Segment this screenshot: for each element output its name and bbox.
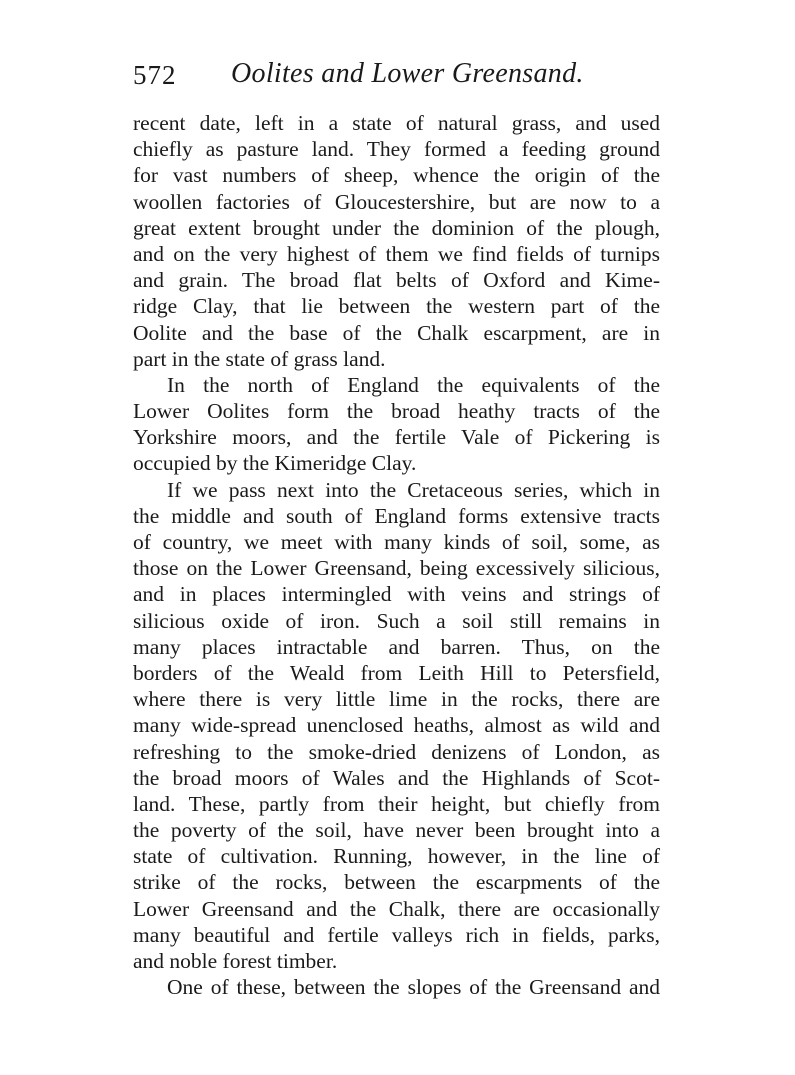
text-line: the poverty of the soil, have never been brought into a (133, 818, 660, 843)
text-line: of country, we meet with many kinds of soil, some, as (133, 530, 660, 554)
text-line: occupied by the Kimeridge Clay. (133, 451, 417, 476)
paragraph (133, 372, 660, 477)
text-line: great extent brought under the dominion of the plough, (133, 215, 660, 240)
text-line: chiefly as pasture land. They formed a feeding ground (133, 137, 660, 162)
text-line: and on the very highest of them we find fields of turnips (133, 241, 660, 266)
text-line: One of these, between the slopes of the Greensand and (167, 975, 660, 1000)
paragraph (133, 110, 660, 372)
text-line: woollen factories of Gloucestershire, but are now to a (133, 189, 660, 214)
text-line: recent date, left in a state of natural grass, and used (133, 111, 660, 135)
text-line: those on the Lower Greensand, being excessively silicious, (133, 556, 660, 581)
text-line: Lower Oolites form the broad heathy tracts of the (133, 399, 660, 424)
text-line: If we pass next into the Cretaceous series, which in (167, 477, 660, 502)
text-line: Lower Greensand and the Chalk, there are occasionally (133, 896, 660, 921)
book-page (133, 58, 660, 1000)
text-line: and grain. The broad flat belts of Oxford and Kime- (133, 268, 660, 293)
paragraph (133, 477, 660, 975)
page-number: 572 (133, 60, 177, 90)
body-text (133, 110, 660, 1000)
text-line: and in places intermingled with veins and strings of (133, 582, 660, 607)
text-line: Oolite and the base of the Chalk escarpment, are in (133, 320, 660, 345)
running-title: Oolites and Lower Greensand. (231, 58, 584, 89)
text-line: refreshing to the smoke-dried denizens of London, as (133, 739, 660, 764)
text-line: borders of the Weald from Leith Hill to Petersfield, (133, 660, 660, 685)
text-line: ridge Clay, that lie between the western part of the (133, 294, 660, 319)
text-line: many beautiful and fertile valleys rich in fields, parks, (133, 922, 660, 947)
text-line: state of cultivation. Running, however, in the line of (133, 844, 660, 869)
text-line: land. These, partly from their height, but chiefly from (133, 791, 660, 816)
text-line: part in the state of grass land. (133, 346, 386, 371)
text-line: strike of the rocks, between the escarpments of the (133, 870, 660, 895)
text-line: where there is very little lime in the rocks, there are (133, 687, 660, 712)
text-line: many wide-spread unenclosed heaths, almost as wild and (133, 713, 660, 738)
text-line: for vast numbers of sheep, whence the origin of the (133, 163, 660, 188)
text-line: Yorkshire moors, and the fertile Vale of Pickering is (133, 425, 660, 450)
text-line: and noble forest timber. (133, 949, 338, 973)
paragraph (133, 974, 660, 1000)
page-header (133, 58, 660, 104)
text-line: silicious oxide of iron. Such a soil still remains in (133, 608, 660, 633)
text-line: In the north of England the equivalents of the (167, 372, 660, 397)
text-line: the middle and south of England forms extensive tracts (133, 503, 660, 528)
text-line: the broad moors of Wales and the Highlands of Scot- (133, 765, 660, 790)
text-line: many places intractable and barren. Thus, on the (133, 634, 660, 659)
